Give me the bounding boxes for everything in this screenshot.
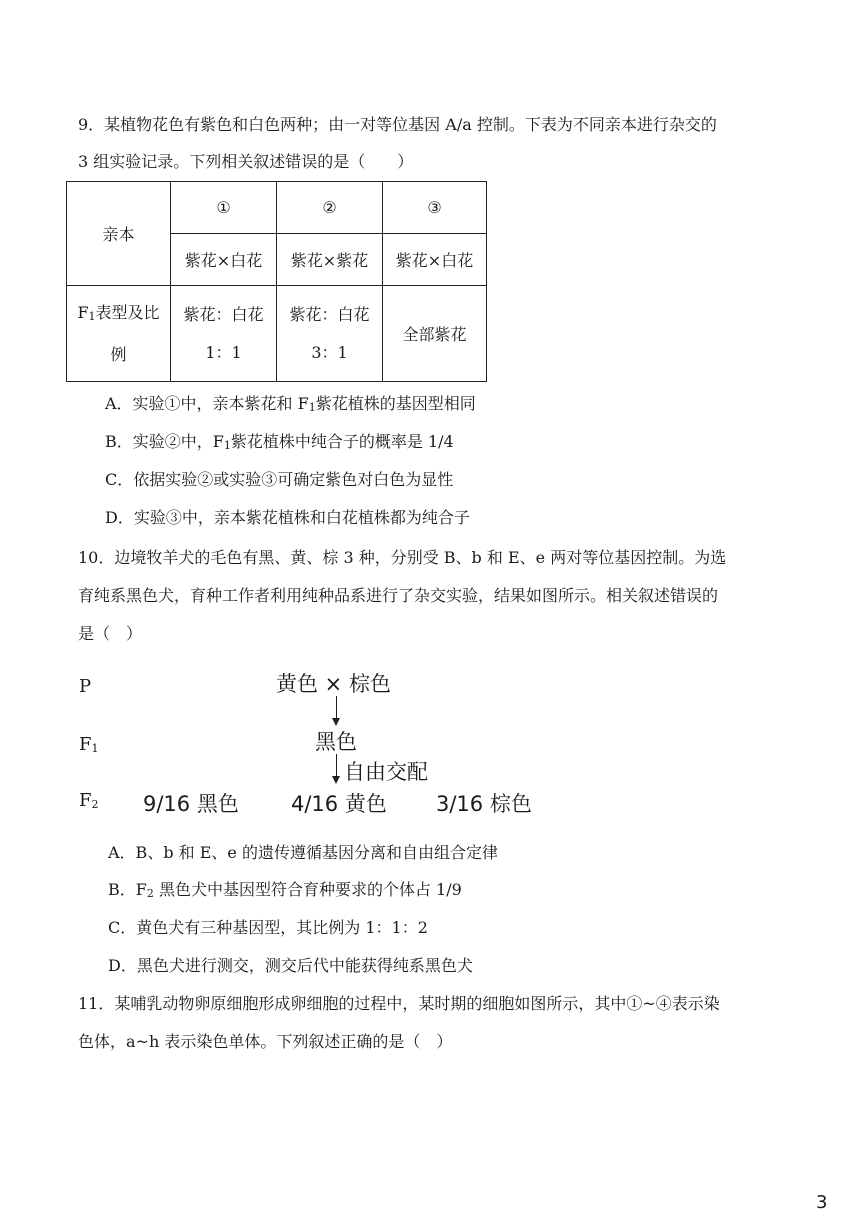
exp-cross-2: 紫花×紫花	[277, 234, 383, 286]
q11-stem-line1: 11．某哺乳动物卵原细胞形成卵细胞的过程中，某时期的细胞如图所示，其中①~④表示染	[78, 994, 720, 1013]
q10-option-b: B．F2 黑色犬中基因型符合育种要求的个体占 1/9	[108, 880, 462, 900]
generation-p-label: P	[79, 676, 92, 697]
f1-result-text: 黑色	[315, 730, 357, 754]
exp-result-2: 紫花：白花 3：1	[277, 286, 383, 382]
q10-stem-line2: 育纯系黑色犬，育种工作者利用纯种品系进行了杂交实验，结果如图所示。相关叙述错误的	[78, 586, 719, 605]
q10-stem-line1: 10．边境牧羊犬的毛色有黑、黄、棕 3 种，分别受 B、b 和 E、e 两对等位基因控制。为选	[78, 548, 727, 567]
exp-cross-1: 紫花×白花	[171, 234, 277, 286]
q10-option-d: D．黑色犬进行测交，测交后代中能获得纯系黑色犬	[108, 956, 473, 975]
header-f1-phenotype: F1表型及比 例	[67, 286, 171, 382]
header-parent: 亲本	[67, 182, 171, 286]
q9-option-d: D．实验③中，亲本紫花植株和白花植株都为纯合子	[105, 508, 470, 527]
exp-id-3: ③	[383, 182, 487, 234]
q10-option-a: A．B、b 和 E、e 的遗传遵循基因分离和自由组合定律	[108, 843, 498, 862]
f2-brown: 3/16 棕色	[436, 792, 532, 816]
f2-black: 9/16 黑色	[143, 792, 239, 816]
arrow-down-1	[336, 696, 337, 724]
p-cross-text: 黄色 × 棕色	[276, 672, 391, 696]
arrow-down-2	[336, 754, 337, 782]
q9-stem-line1: 9．某植物花色有紫色和白色两种；由一对等位基因 A/a 控制。下表为不同亲本进行杂交的	[78, 115, 717, 134]
f2-yellow: 4/16 黄色	[291, 792, 387, 816]
experiment-table	[66, 181, 487, 382]
generation-f1-label: F1	[79, 734, 99, 755]
exp-result-3: 全部紫花	[383, 286, 487, 382]
exp-id-1: ①	[171, 182, 277, 234]
generation-f2-label: F2	[79, 790, 99, 811]
exp-id-2: ②	[277, 182, 383, 234]
exp-result-1: 紫花：白花 1：1	[171, 286, 277, 382]
mating-label: 自由交配	[344, 760, 428, 784]
cross-diagram	[0, 660, 860, 820]
exp-cross-3: 紫花×白花	[383, 234, 487, 286]
page-number: 3	[816, 1192, 828, 1213]
q9-stem-line2: 3 组实验记录。下列相关叙述错误的是（ ）	[78, 152, 414, 171]
q9-option-b: B．实验②中，F1紫花植株中纯合子的概率是 1/4	[105, 432, 454, 452]
q9-option-a: A．实验①中，亲本紫花和 F1紫花植株的基因型相同	[105, 394, 476, 414]
q9-option-c: C．依据实验②或实验③可确定紫色对白色为显性	[105, 470, 454, 489]
q11-stem-line2: 色体，a~h 表示染色单体。下列叙述正确的是（ ）	[78, 1032, 453, 1051]
q10-option-c: C．黄色犬有三种基因型，其比例为 1：1：2	[108, 918, 428, 937]
q10-stem-line3: 是（ ）	[78, 624, 143, 643]
